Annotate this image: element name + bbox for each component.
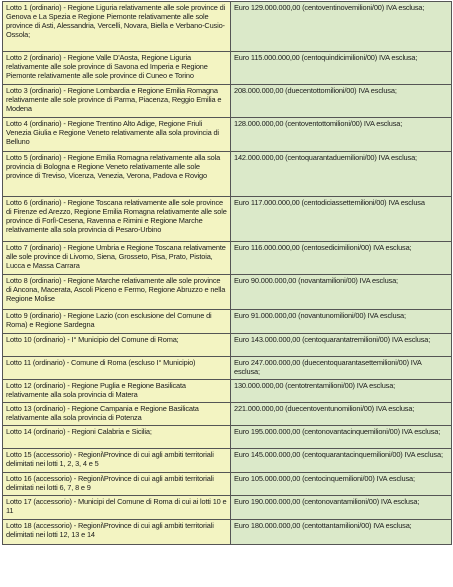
lot-description: Lotto 16 (accessorio) - Regioni\Province di cui agli ambiti territoriali delimitati nei lotti 6, 7, 8 e 9 (3, 473, 231, 496)
table-row (3, 310, 452, 334)
lot-description: Lotto 4 (ordinario) - Regione Trentino Alto Adige, Regione Friuli Venezia Giulia e Regione Veneto relativamente alla sola provincia di Belluno (3, 118, 231, 152)
table-row (3, 334, 452, 357)
table-row (3, 152, 452, 197)
lot-description: Lotto 14 (ordinario) - Regioni Calabria e Sicilia; (3, 426, 231, 449)
lot-amount: Euro 116.000.000,00 (centosedicimilioni/00) IVA esclusa; (231, 242, 452, 275)
lot-description: Lotto 6 (ordinario) - Regione Toscana relativamente alle sole province di Firenze ed Arezzo, Regione Emilia Romagna relativamente alle sole province di Forlì-Cesena, Ravenna e Rimini e Regione Marche relativamente alla sola provincia di Pesaro-Urbino (3, 197, 231, 242)
lot-description: Lotto 8 (ordinario) - Regione Marche relativamente alle sole province di Ancona, Macerata, Ascoli Piceno e Fermo, Regione Abruzzo e nella Regione Molise (3, 275, 231, 310)
table-row (3, 357, 452, 380)
lot-description: Lotto 17 (accessorio) - Municipi del Comune di Roma di cui ai lotti 10 e 11 (3, 496, 231, 520)
table-row (3, 473, 452, 496)
table-row (3, 380, 452, 403)
lot-amount: 130.000.000,00 (centotrentamilioni/00) IVA esclusa; (231, 380, 452, 403)
lot-amount: 221.000.000,00 (duecentoventunomilioni/00) IVA esclusa; (231, 403, 452, 426)
lot-amount: Euro 105.000.000,00 (centocinquemilioni/00) IVA esclusa; (231, 473, 452, 496)
table-row (3, 197, 452, 242)
lot-amount: Euro 129.000.000,00 (centoventinovemilioni/00) IVA esclusa; (231, 2, 452, 52)
lot-amount: 142.000.000,00 (centoquarantaduemilioni/00) IVA esclusa; (231, 152, 452, 197)
table-row (3, 118, 452, 152)
lot-amount: Euro 91.000.000,00 (novantunomilioni/00) IVA esclusa; (231, 310, 452, 334)
lots-table (2, 1, 452, 545)
lots-table-body (3, 2, 452, 545)
table-row (3, 242, 452, 275)
lot-amount: Euro 180.000.000,00 (centottantamilioni/00) IVA esclusa; (231, 520, 452, 545)
lot-amount: Euro 190.000.000,00 (centonovantamilioni/00) IVA esclusa; (231, 496, 452, 520)
table-row (3, 52, 452, 85)
lot-description: Lotto 10 (ordinario) - I° Municipio del Comune di Roma; (3, 334, 231, 357)
lot-description: Lotto 11 (ordinario) - Comune di Roma (escluso I° Municipio) (3, 357, 231, 380)
lot-description: Lotto 12 (ordinario) - Regione Puglia e Regione Basilicata relativamente alla sola provincia di Matera (3, 380, 231, 403)
table-row (3, 426, 452, 449)
table-row (3, 2, 452, 52)
table-row (3, 449, 452, 473)
lot-amount: Euro 90.000.000,00 (novantamilioni/00) IVA esclusa; (231, 275, 452, 310)
table-row (3, 520, 452, 545)
lot-amount: Euro 143.000.000,00 (centoquarantatremilioni/00) IVA esclusa; (231, 334, 452, 357)
lot-amount: 128.000.000,00 (centoventottomilioni/00) IVA esclusa; (231, 118, 452, 152)
table-row (3, 85, 452, 118)
lot-description: Lotto 5 (ordinario) - Regione Emilia Romagna relativamente alla sola provincia di Bologna e Regione Veneto relativamente alle sole province di Treviso, Vicenza, Venezia, Verona, Padova e Rovigo (3, 152, 231, 197)
lot-amount: 208.000.000,00 (duecentottomilioni/00) IVA esclusa; (231, 85, 452, 118)
lot-description: Lotto 13 (ordinario) - Regione Campania e Regione Basilicata relativamente alla sola provincia di Potenza (3, 403, 231, 426)
lot-description: Lotto 3 (ordinario) - Regione Lombardia e Regione Emilia Romagna relativamente alle sole province di Parma, Piacenza, Reggio Emilia e Modena (3, 85, 231, 118)
lot-description: Lotto 9 (ordinario) - Regione Lazio (con esclusione del Comune di Roma) e Regione Sardegna (3, 310, 231, 334)
lot-amount: Euro 115.000.000,00 (centoquindicimilioni/00) IVA esclusa; (231, 52, 452, 85)
lot-description: Lotto 15 (accessorio) - Regioni\Province di cui agli ambiti territoriali delimitati nei lotti 1, 2, 3, 4 e 5 (3, 449, 231, 473)
lot-description: Lotto 2 (ordinario) - Regione Valle D'Aosta, Regione Liguria relativamente alle sole province di Savona ed Imperia e Regione Piemonte relativamente alle sole province di Cuneo e Torino (3, 52, 231, 85)
table-row (3, 403, 452, 426)
lot-amount: Euro 247.000.000,00 (duecentoquarantasettemilioni/00) IVA esclusa; (231, 357, 452, 380)
lot-description: Lotto 1 (ordinario) - Regione Liguria relativamente alle sole province di Genova e La Spezia e Regione Piemonte relativamente alle sole province di Asti, Alessandria, Vercelli, Novara, Biella e Verbano-Cusio-Ossola; (3, 2, 231, 52)
table-row (3, 275, 452, 310)
lot-amount: Euro 145.000.000,00 (centoquarantacinquemilioni/00) IVA esclusa; (231, 449, 452, 473)
lot-amount: Euro 117.000.000,00 (centodiciassettemilioni/00) IVA esclusa (231, 197, 452, 242)
table-row (3, 496, 452, 520)
lot-amount: Euro 195.000.000,00 (centonovantacinquemilioni/00) IVA esclusa; (231, 426, 452, 449)
lot-description: Lotto 7 (ordinario) - Regione Umbria e Regione Toscana relativamente alle sole province di Livorno, Siena, Grosseto, Pisa, Prato, Pistoia, Lucca e Massa Carrara (3, 242, 231, 275)
lot-description: Lotto 18 (accessorio) - Regioni\Province di cui agli ambiti territoriali delimitati nei lotti 12, 13 e 14 (3, 520, 231, 545)
